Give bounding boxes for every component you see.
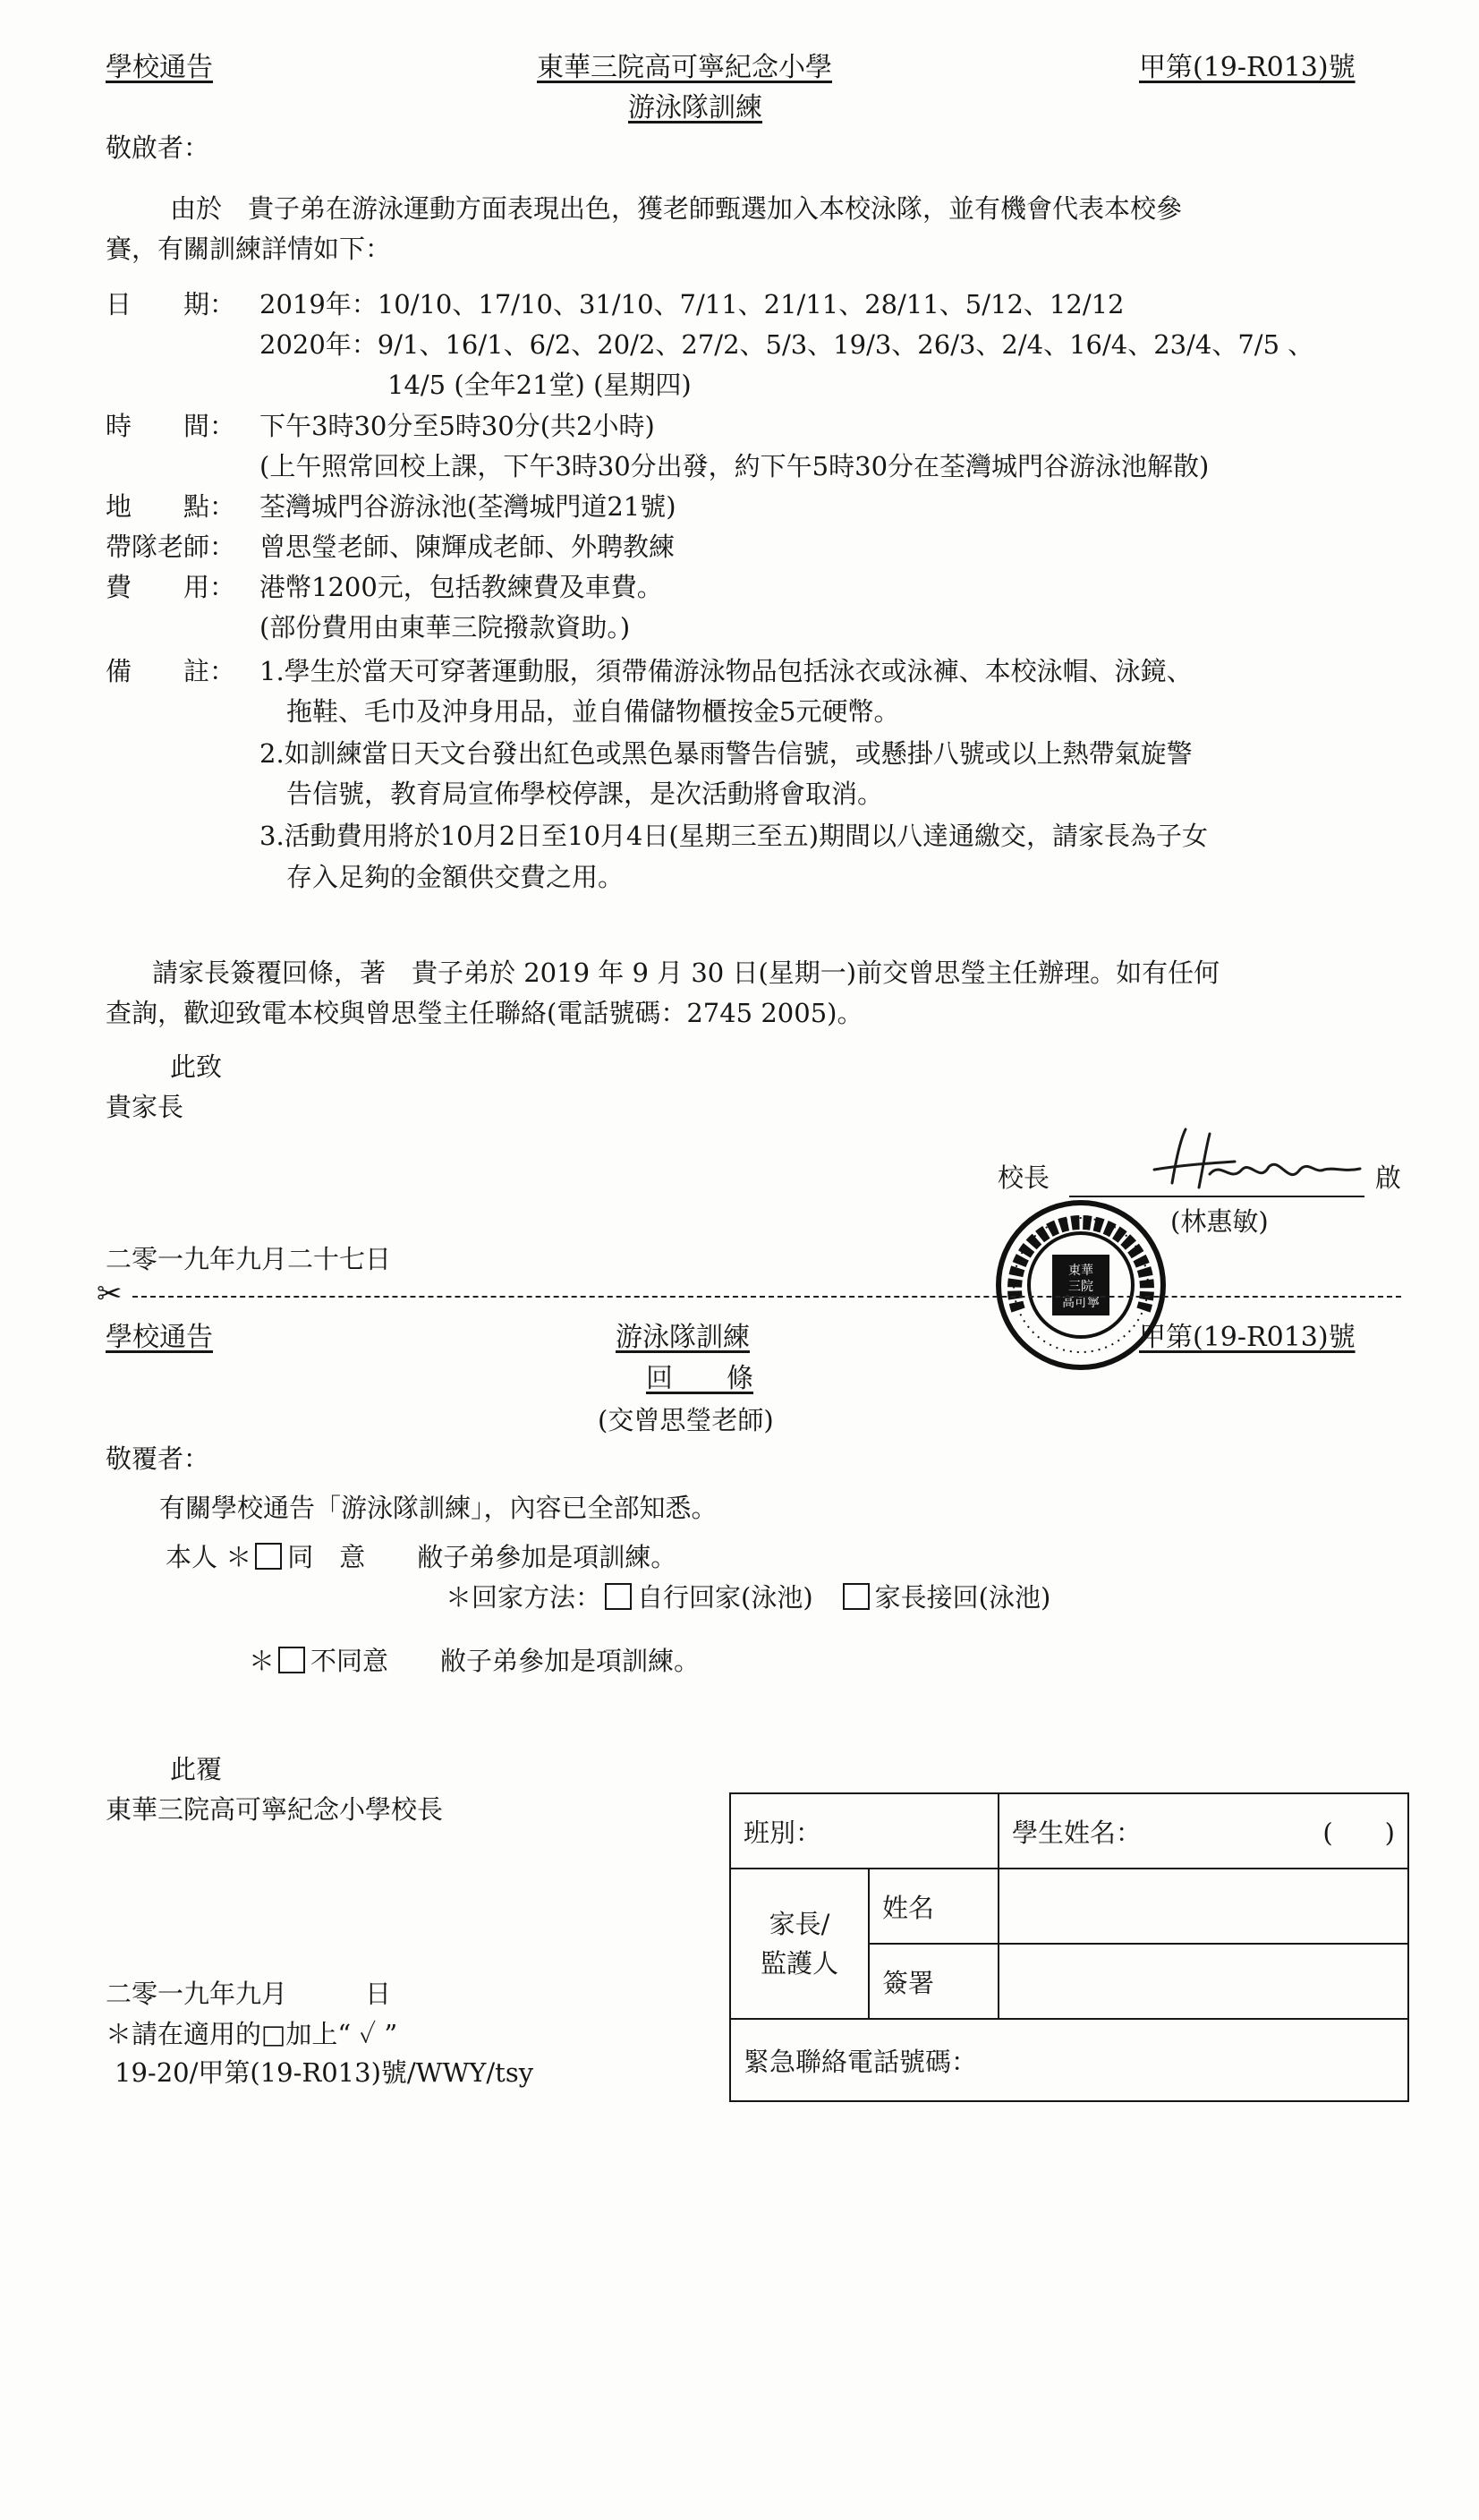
- reply-reference-number: 甲第(19-R013)號: [1139, 1322, 1356, 1353]
- reply-info-table: [729, 1792, 1409, 2102]
- agree-checkbox[interactable]: [255, 1543, 282, 1570]
- reply-date: 二零一九年九月 日: [106, 1979, 392, 2009]
- dates-2020: 2020年：9/1、16/1、6/2、20/2、27/2、5/3、19/3、26/3、2/4、16/4、23/4、7/5 、: [259, 329, 1314, 360]
- name-label-cell: [869, 1869, 999, 1944]
- student-name-cell[interactable]: [999, 1793, 1408, 1869]
- dates-2019: 2019年：10/10、17/10、31/10、7/11、21/11、28/11、5/12、12/12: [259, 289, 1125, 319]
- fee-value: 港幣1200元，包括教練費及車費。: [259, 572, 663, 602]
- recipient: 貴家長: [106, 1092, 184, 1122]
- teachers-value: 曾思瑩老師、陳輝成老師、外聘教練: [259, 532, 676, 562]
- guardian-signature-field[interactable]: [999, 1944, 1408, 2019]
- principal-label: 校長: [998, 1162, 1050, 1193]
- remark-3a: 3.活動費用將於10月2日至10月4日(星期三至五)期間以八達通繳交，請家長為子女: [259, 821, 1209, 851]
- ci-fu: 此覆: [170, 1754, 223, 1784]
- emergency-phone-cell[interactable]: [730, 2019, 1408, 2101]
- disagree-label: 不同意: [310, 1646, 389, 1676]
- fee-label: 費 用：: [106, 572, 236, 602]
- student-name-label: 學生姓名：: [1012, 1817, 1143, 1848]
- remark-1b: 拖鞋、毛巾及沖身用品，並自備儲物櫃按金5元硬幣。: [286, 696, 900, 727]
- guardian-name-label: 姓名: [882, 1892, 935, 1923]
- venue-value: 荃灣城門谷游泳池(荃灣城門道21號): [259, 491, 676, 522]
- reply-addressee: 東華三院高可寧紀念小學校長: [106, 1794, 444, 1825]
- return-method-label: ＊回家方法：: [446, 1582, 602, 1613]
- remark-1a: 1.學生於當天可穿著運動服，須帶備游泳物品包括泳衣或泳褲、本校泳帽、泳鏡、: [259, 656, 1193, 686]
- disagree-prefix: ＊: [249, 1646, 276, 1676]
- return-parent-checkbox[interactable]: [843, 1583, 870, 1610]
- request-line-2: 查詢，歡迎致電本校與曾思瑩主任聯絡(電話號碼：2745 2005)。: [106, 998, 863, 1028]
- dates-label: 日 期：: [106, 289, 236, 319]
- return-method-row: [446, 1579, 1050, 1615]
- guardian-cell: [730, 1869, 869, 2019]
- cut-line: [132, 1296, 1401, 1298]
- dates-2020-cont: 14/5 (全年21堂) (星期四): [387, 370, 692, 400]
- reply-notice-type: 學校通告: [106, 1322, 213, 1353]
- reply-salutation: 敬覆者：: [106, 1443, 210, 1474]
- agree-prefix: 本人 ＊: [166, 1542, 252, 1572]
- class-number-paren: ( ): [1322, 1817, 1395, 1848]
- teacher-label: 帶隊老師：: [106, 532, 236, 562]
- reply-to: (交曾思瑩老師): [598, 1405, 774, 1435]
- scissors-icon: ✂: [97, 1276, 123, 1312]
- time-note: (上午照常回校上課，下午3時30分出發，約下午5時30分在荃灣城門谷游泳池解散): [259, 451, 1210, 481]
- remark-3b: 存入足夠的金額供交費之用。: [286, 862, 625, 892]
- school-name: 東華三院高可寧紀念小學: [537, 52, 832, 83]
- ci-zhi: 此致: [170, 1051, 223, 1082]
- venue-label: 地 點：: [106, 491, 236, 522]
- time-label: 時 間：: [106, 411, 236, 441]
- agree-row: [166, 1539, 676, 1575]
- class-label: 班別：: [744, 1817, 822, 1848]
- intro-line-1: 由於 貴子弟在游泳運動方面表現出色，獲老師甄選加入本校泳隊，並有機會代表本校參: [170, 193, 1183, 224]
- remark-2b: 告信號，教育局宣佈學校停課，是次活動將會取消。: [286, 779, 884, 809]
- return-parent-label: 家長接回(泳池): [874, 1582, 1051, 1613]
- return-self-label: 自行回家(泳池): [637, 1582, 813, 1613]
- qi-label: 啟: [1375, 1162, 1402, 1193]
- guardian-sign-label: 簽署: [882, 1967, 935, 1998]
- svg-text:三院: 三院: [1068, 1280, 1093, 1294]
- principal-signature: [1136, 1120, 1369, 1201]
- notice-date: 二零一九年九月二十七日: [106, 1244, 392, 1274]
- remark-2a: 2.如訓練當日天文台發出紅色或黑色暴雨警告信號，或懸掛八號或以上熱帶氣旋警: [259, 738, 1193, 769]
- notice-type-label: 學校通告: [106, 52, 213, 83]
- principal-name: (林惠敏): [1170, 1206, 1269, 1237]
- remarks-label: 備 註：: [106, 656, 236, 686]
- reference-number: 甲第(19-R013)號: [1139, 52, 1356, 83]
- time-value: 下午3時30分至5時30分(共2小時): [259, 411, 655, 441]
- guardian-name-field[interactable]: [999, 1869, 1408, 1944]
- reply-subject: 游泳隊訓練: [616, 1322, 750, 1353]
- svg-text:高可寧: 高可寧: [1062, 1296, 1100, 1310]
- emergency-phone-label: 緊急聯絡電話號碼：: [744, 2046, 978, 2077]
- agree-text: 敝子弟參加是項訓練。: [417, 1542, 677, 1572]
- salutation: 敬啟者：: [106, 132, 210, 163]
- fee-note: (部份費用由東華三院撥款資助。): [259, 612, 631, 643]
- file-reference: 19-20/甲第(19-R013)號/WWY/tsy: [115, 2057, 534, 2088]
- instruction-note: ＊請在適用的□加上“ ✓ ”: [106, 2019, 398, 2049]
- notice-subject: 游泳隊訓練: [628, 92, 762, 123]
- svg-text:東華: 東華: [1068, 1264, 1093, 1278]
- disagree-text: 敝子弟參加是項訓練。: [440, 1646, 701, 1676]
- sign-label-cell: [869, 1944, 999, 2019]
- disagree-row: [249, 1643, 700, 1679]
- class-cell[interactable]: [730, 1793, 999, 1869]
- disagree-checkbox[interactable]: [278, 1647, 305, 1673]
- guardian-label-2: 監護人: [760, 1948, 838, 1979]
- intro-line-2: 賽，有關訓練詳情如下：: [106, 234, 392, 264]
- reply-title: 回 條: [646, 1363, 753, 1394]
- request-line-1: 請家長簽覆回條，著 貴子弟於 2019 年 9 月 30 日(星期一)前交曾思瑩主任辦理。如有任何: [152, 958, 1220, 988]
- reply-acknowledgement: 有關學校通告「游泳隊訓練」，內容已全部知悉。: [159, 1493, 718, 1523]
- agree-label: 同 意: [287, 1542, 366, 1572]
- return-self-checkbox[interactable]: [605, 1583, 632, 1610]
- guardian-label-1: 家長/: [769, 1909, 830, 1939]
